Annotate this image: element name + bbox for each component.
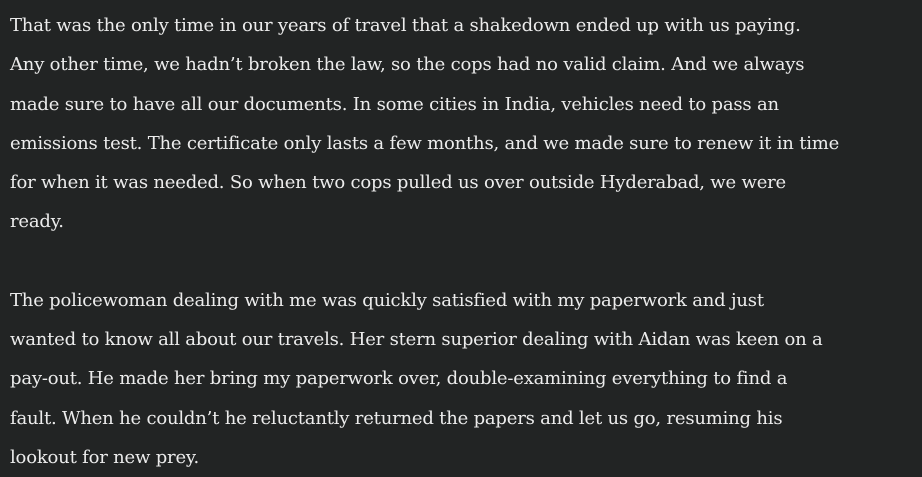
paragraph-shakedown: That was the only time in our years of travel that a shakedown ended up with us paying. Any other time, we hadn’t broken the law, so the cops had no valid claim. And we always made sure to have all our documents. In some cities in India, vehicles need to pass an emissions test. The certificate only lasts a few months, and we made sure to renew it in time for when it was needed. So when two cops pulled us over outside Hyderabad, we were ready. <box>10 15 840 233</box>
paragraph-policewoman: The policewoman dealing with me was quickly satisfied with my paperwork and just wanted to know all about our travels. Her stern superior dealing with Aidan was keen on a pay-out. He made her bring my paperwork over, double-examining everything to find a fault. When he couldn’t he reluctantly returned the papers and let us go, resuming his lookout for new prey. <box>10 289 823 468</box>
